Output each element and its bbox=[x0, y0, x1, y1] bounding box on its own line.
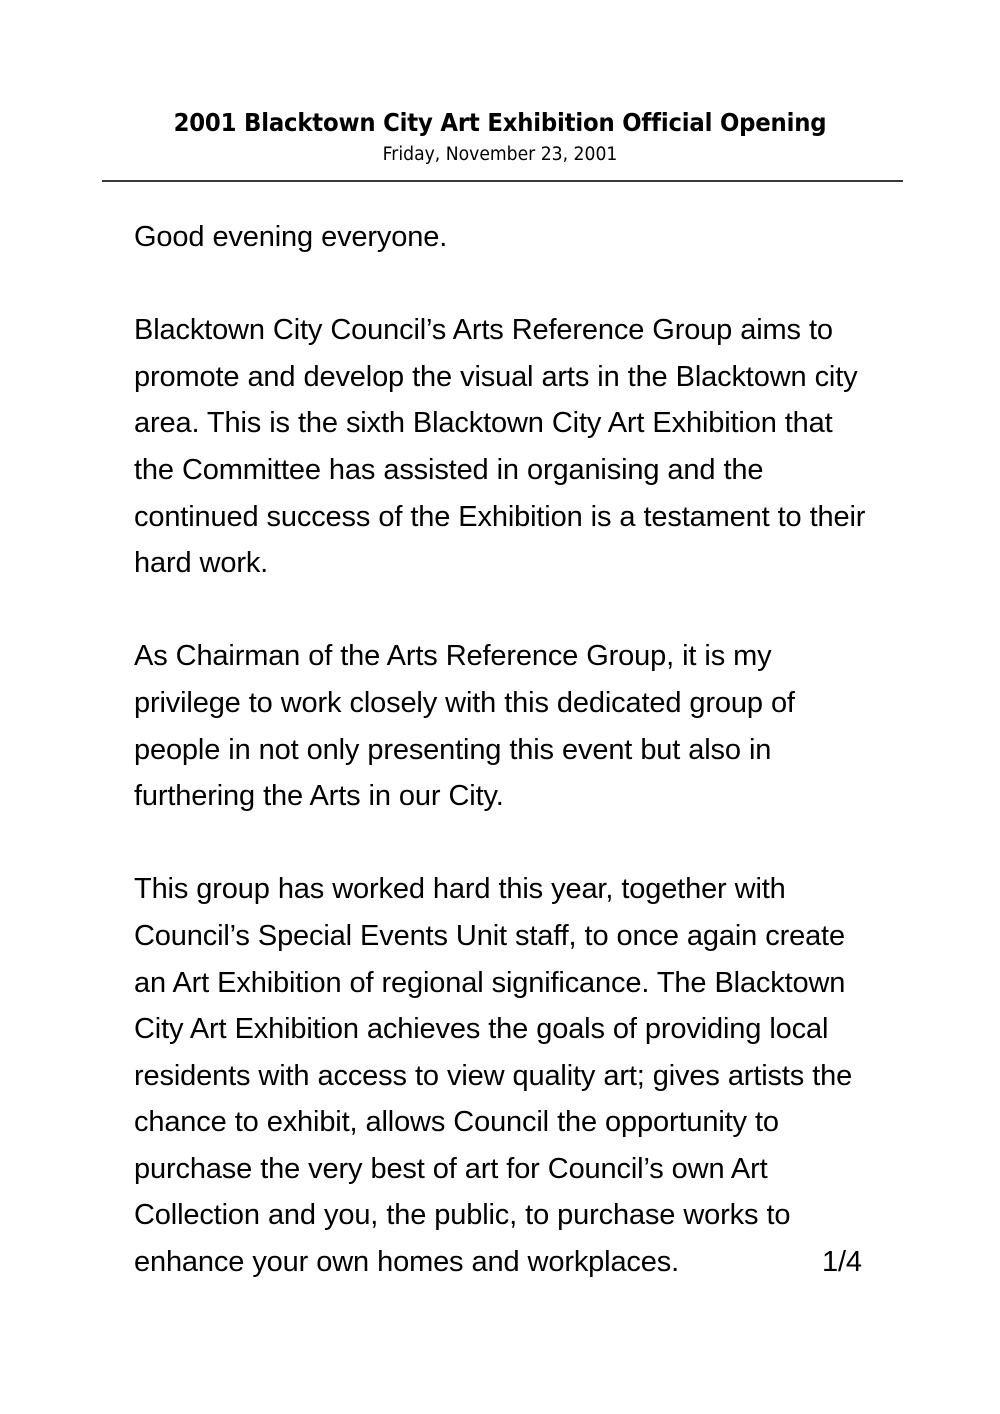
page-indicator: 1/4 bbox=[822, 1246, 862, 1279]
paragraph-greeting: Good evening everyone. bbox=[134, 221, 448, 253]
paragraph-exhibition-goals-text: This group has worked hard this year, together with Council’s Special Events Unit staff, to once again create an Art Exhibition of regional significance. The Blacktown City Art Exhibition achieves the goals of providing local residents with access to view quality art; gives artists the chance to exhibit, allows Council the opportunity to purchase the very best of art for Council’s own Art Collection and you, the public, to purchase works to enhance your own homes and workplaces. bbox=[134, 873, 853, 1279]
page-title: 2001 Blacktown City Art Exhibition Official Opening bbox=[173, 108, 827, 137]
paragraph-chairman-privilege: As Chairman of the Arts Reference Group, it is my privilege to work closely with this dedicated group of people in not only presenting this event but also in furthering the Arts in our City. bbox=[134, 640, 795, 813]
document-date: Friday, November 23, 2001 bbox=[382, 144, 618, 165]
document-body bbox=[134, 214, 876, 1286]
header-divider bbox=[102, 180, 903, 182]
document-header bbox=[0, 108, 1000, 168]
paragraph-exhibition-goals bbox=[134, 866, 876, 1285]
paragraph-arts-reference-group: Blacktown City Council’s Arts Reference Group aims to promote and develop the visual arts in the Blacktown city area. This is the sixth Blacktown City Art Exhibition that the Committee has assisted in organising and the continued success of the Exhibition is a testament to their hard work. bbox=[134, 314, 866, 580]
